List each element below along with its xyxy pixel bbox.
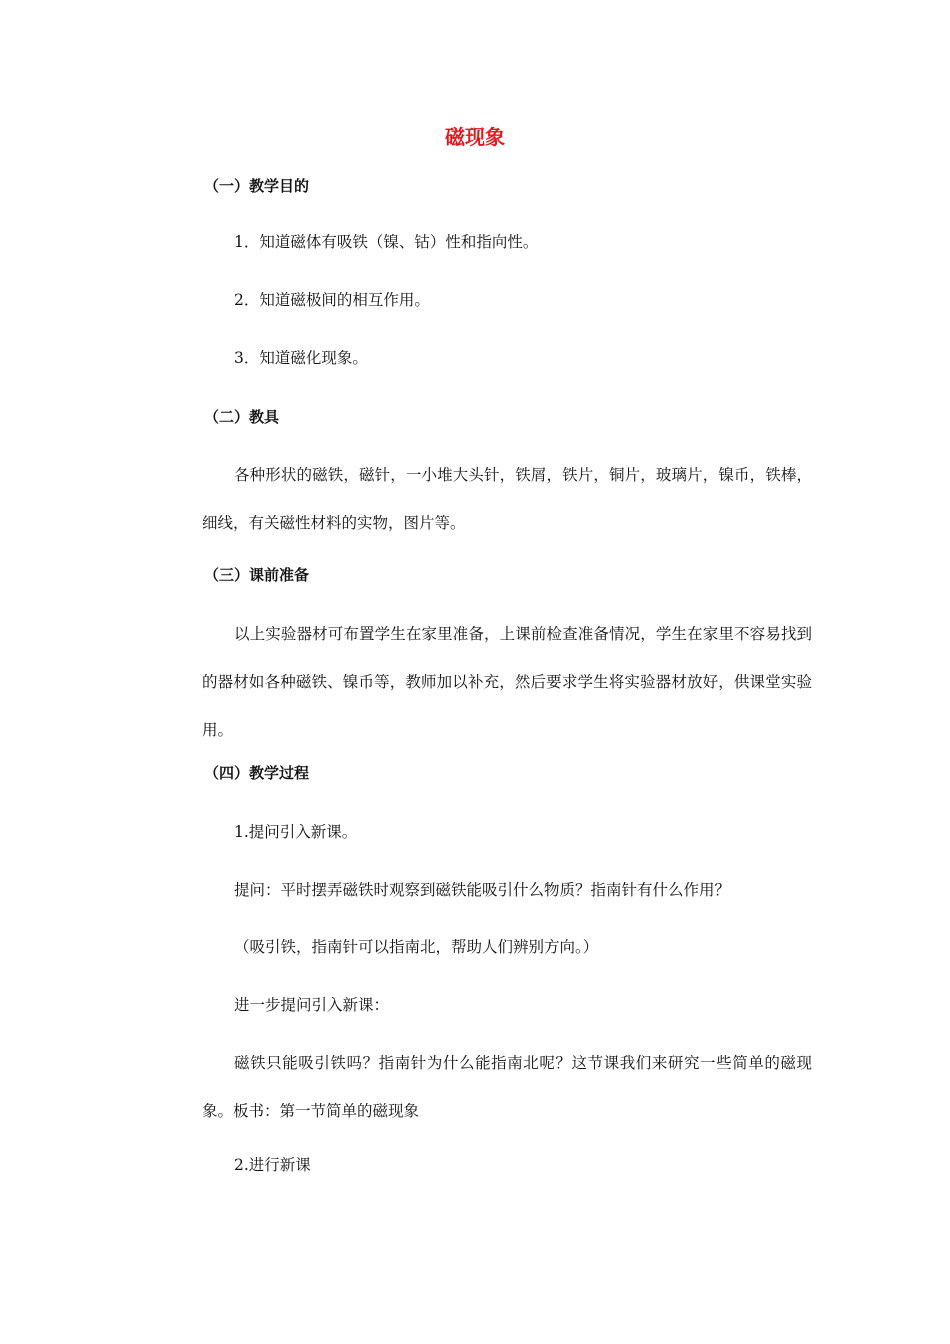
preparation-paragraph: 以上实验器材可布置学生在家里准备，上课前检查准备情况，学生在家里不容易找到的器材如各种磁铁、镍币等，教师加以补充，然后要求学生将实验器材放好，供课堂实验用。	[202, 625, 812, 739]
process-further-question: 进一步提问引入新课：	[234, 996, 390, 1014]
objective-item-3: 3．知道磁化现象。	[234, 349, 368, 367]
section-heading-objectives: （一）教学目的	[204, 177, 310, 195]
process-step-1: 1.提问引入新课。	[234, 823, 358, 841]
teaching-aids-paragraph: 各种形状的磁铁，磁针，一小堆大头针，铁屑，铁片，铜片，玻璃片，镍币，铁棒，细线，有关磁性材料的实物，图片等。	[202, 466, 812, 532]
section-heading-teaching-aids: （二）教具	[204, 408, 280, 426]
process-answer: （吸引铁，指南针可以指南北，帮助人们辨别方向。）	[234, 938, 599, 956]
process-step-2: 2.进行新课	[234, 1156, 311, 1174]
process-intro-paragraph: 磁铁只能吸引铁吗？指南针为什么能指南北呢？这节课我们来研究一些简单的磁现象。板书：第一节简单的磁现象	[202, 1054, 812, 1120]
process-question: 提问：平时摆弄磁铁时观察到磁铁能吸引什么物质？指南针有什么作用？	[234, 881, 731, 899]
section-heading-process: （四）教学过程	[204, 764, 310, 782]
document-title: 磁现象	[445, 125, 505, 149]
objective-item-2: 2．知道磁极间的相互作用。	[234, 291, 430, 309]
section-heading-preparation: （三）课前准备	[204, 566, 310, 584]
objective-item-1: 1．知道磁体有吸铁（镍、钴）性和指向性。	[234, 233, 539, 251]
